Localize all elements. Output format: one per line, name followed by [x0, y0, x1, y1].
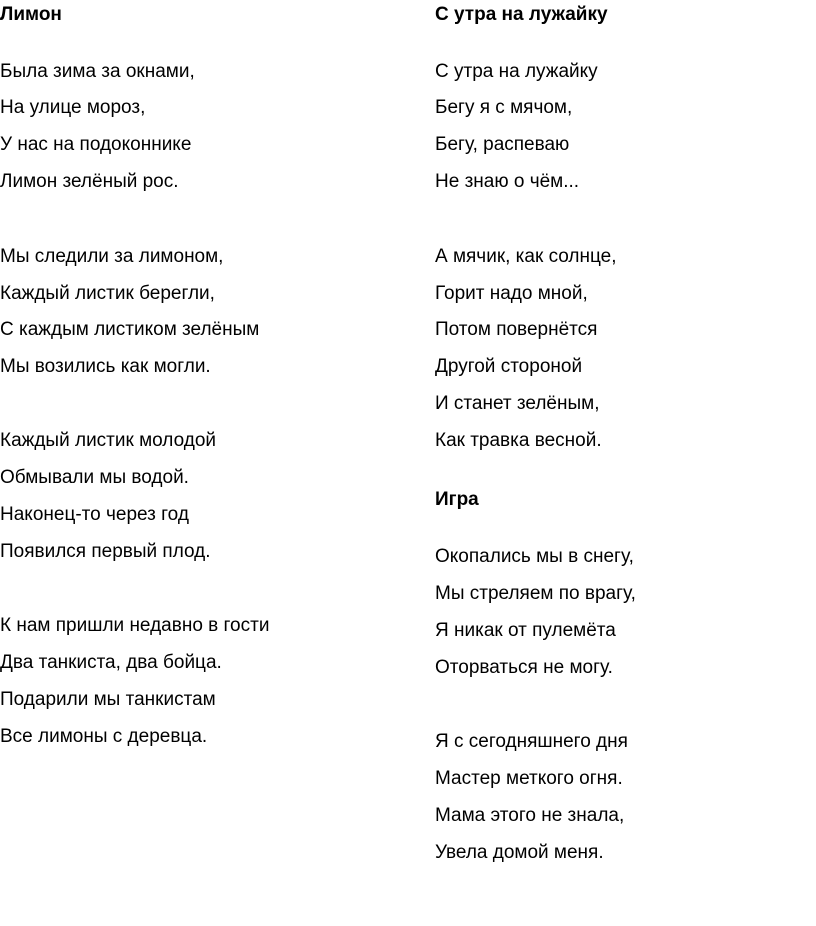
poem-line: Как травка весной.: [435, 430, 602, 451]
poem-line: Оторваться не могу.: [435, 657, 613, 678]
poem-title-morning-lawn: С утра на лужайку: [435, 4, 608, 25]
poem-line: Каждый листик молодой: [0, 430, 217, 451]
poem-line: Мама этого не знала,: [435, 805, 625, 826]
poem-line: А мячик, как солнце,: [435, 246, 617, 267]
poem-line: С утра на лужайку: [435, 61, 598, 82]
poem-line: С каждым листиком зелёным: [0, 319, 260, 340]
poem-line: Лимон зелёный рос.: [0, 171, 179, 192]
poem-line: Все лимоны с деревца.: [0, 726, 208, 747]
poem-line: У нас на подоконнике: [0, 134, 192, 155]
poem-line: К нам пришли недавно в гости: [0, 615, 270, 636]
poem-line: Появился первый плод.: [0, 541, 211, 562]
poem-line: Я никак от пулемёта: [435, 620, 616, 641]
poem-line: На улице мороз,: [0, 97, 146, 118]
poem-line: Была зима за окнами,: [0, 61, 195, 82]
poem-line: Не знаю о чём...: [435, 171, 580, 192]
poem-line: Бегу я с мячом,: [435, 97, 573, 118]
poem-line: Наконец-то через год: [0, 504, 189, 525]
poem-line: Мы следили за лимоном,: [0, 246, 224, 267]
poem-line: Мы возились как могли.: [0, 356, 211, 377]
poem-line: Подарили мы танкистам: [0, 689, 216, 710]
poem-line: Другой стороной: [435, 356, 583, 377]
poem-line: Каждый листик берегли,: [0, 283, 215, 304]
poem-line: Горит надо мной,: [435, 283, 588, 304]
poem-line: Мастер меткого огня.: [435, 768, 623, 789]
poem-line: Обмывали мы водой.: [0, 467, 189, 488]
poem-line: И станет зелёным,: [435, 393, 600, 414]
poem-line: Два танкиста, два бойца.: [0, 652, 222, 673]
poem-line: Увела домой меня.: [435, 842, 604, 863]
poem-line: Окопались мы в снегу,: [435, 546, 634, 567]
poem-line: Мы стреляем по врагу,: [435, 583, 636, 604]
poem-line: Я с сегодняшнего дня: [435, 731, 628, 752]
poem-title-game: Игра: [435, 489, 479, 510]
poem-title-lemon: Лимон: [0, 4, 62, 25]
poem-line: Потом повернётся: [435, 319, 598, 340]
poem-line: Бегу, распеваю: [435, 134, 570, 155]
